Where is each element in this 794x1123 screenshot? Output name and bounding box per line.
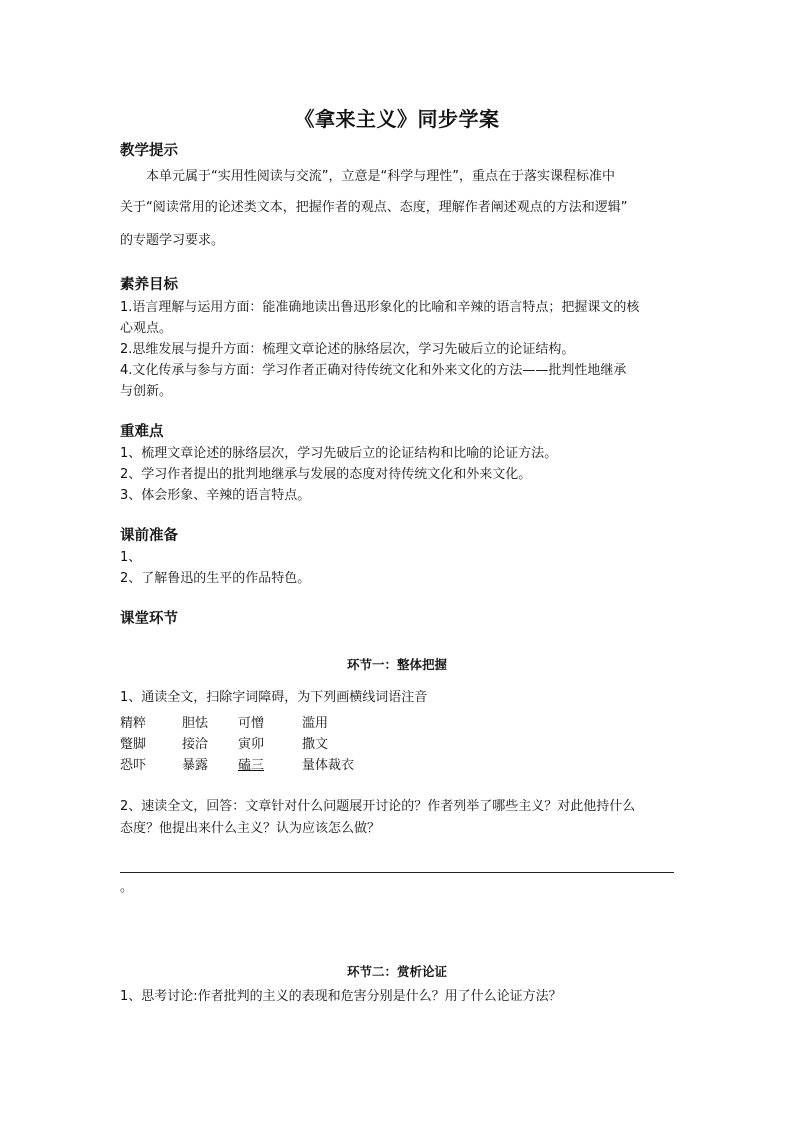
- classroom-heading: 课堂环节: [120, 611, 178, 627]
- vocab-word: 量体裁衣: [302, 758, 355, 773]
- teaching-tip-line: 关于“阅读常用的论述类文本，把握作者的观点、态度，理解作者阐述观点的方法和逻辑”: [120, 200, 628, 215]
- section2-question: 1、思考讨论:作者批判的主义的表现和危害分别是什么？用了什么论证方法？: [120, 989, 562, 1004]
- vocab-word: 精粹: [120, 716, 147, 731]
- teaching-tip-line: 本单元属于“实用性阅读与交流”，立意是“科学与理性”，重点在于落实课程标准中: [146, 169, 615, 184]
- key-points-heading: 重难点: [120, 424, 164, 440]
- vocab-word: 撒文: [302, 737, 329, 752]
- key-point-item: 3、体会形象、辛辣的语言特点。: [120, 488, 311, 503]
- section1-question: 态度？他提出来什么主义？认为应该怎么做？: [120, 821, 381, 836]
- answer-line: [120, 872, 674, 873]
- key-point-item: 2、学习作者提出的批判地继承与发展的态度对待传统文化和外来文化。: [120, 467, 532, 482]
- section2-title: 环节二：赏析论证: [346, 964, 447, 979]
- teaching-tip-line: 的专题学习要求。: [120, 233, 225, 248]
- page-title: 《拿来主义》同步学案: [294, 107, 500, 131]
- section1-title: 环节一：整体把握: [346, 657, 447, 672]
- goal-item: 2.思维发展与提升方面：梳理文章论述的脉络层次，学习先破后立的论证结构。: [120, 342, 575, 357]
- goal-item: 4.文化传承与参与方面：学习作者正确对待传统文化和外来文化的方法——批判性地继承: [120, 363, 627, 378]
- answer-end-mark: 。: [120, 880, 134, 895]
- vocab-word: 寅卯: [238, 737, 265, 752]
- teaching-tip-heading: 教学提示: [120, 143, 178, 159]
- preparation-heading: 课前准备: [120, 528, 178, 544]
- section1-question: 2、速读全文，回答：文章针对什么问题展开讨论的？作者列举了哪些主义？对此他持什么: [120, 799, 636, 814]
- vocab-word: 胆怯: [182, 716, 209, 731]
- vocab-word: 蹩脚: [120, 737, 147, 752]
- goal-item: 1.语言理解与运用方面：能准确地读出鲁迅形象化的比喻和辛辣的语言特点；把握课文的核: [120, 300, 640, 315]
- vocab-word: 磕三: [238, 758, 265, 773]
- vocab-word: 暴露: [182, 758, 209, 773]
- goal-item: 心观点。: [120, 321, 173, 336]
- vocab-word: 可憎: [238, 716, 265, 731]
- goal-item: 与创新。: [120, 384, 173, 399]
- key-point-item: 1、梳理文章论述的脉络层次，学习先破后立的论证结构和比喻的论证方法。: [120, 446, 558, 461]
- preparation-item: 1、: [120, 550, 142, 565]
- goals-heading: 素养目标: [120, 277, 178, 293]
- vocab-word: 恐吓: [120, 758, 147, 773]
- vocab-word: 接洽: [182, 737, 209, 752]
- section1-question: 1、通读全文，扫除字词障碍，为下列画横线词语注音: [120, 690, 428, 705]
- vocab-word: 滥用: [302, 716, 329, 731]
- preparation-item: 2、了解鲁迅的生平的作品特色。: [120, 571, 311, 586]
